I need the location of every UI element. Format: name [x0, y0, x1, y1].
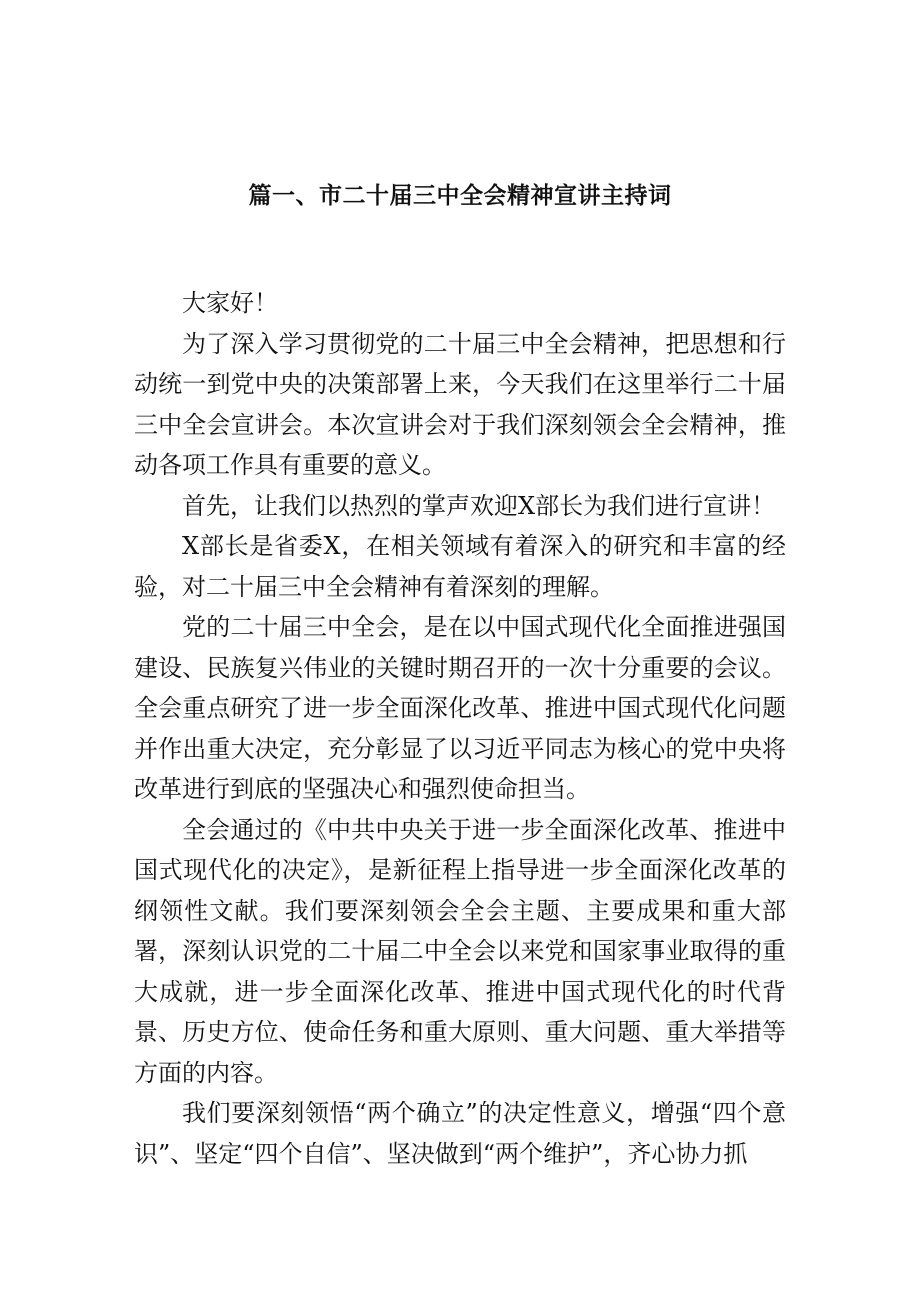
- paragraph-welcome: 首先，让我们以热烈的掌声欢迎X部长为我们进行宣讲！: [182, 491, 776, 520]
- paragraph-speaker-intro: X部长是省委X，在相关领域有着深入的研究和丰富的经验，对二十届三中全会精神有着深刻的理解。: [134, 532, 786, 601]
- paragraph-plenum-significance: 党的二十届三中全会，是在以中国式现代化全面推进强国建设、民族复兴伟业的关键时期召开的一次十分重要的会议。全会重点研究了进一步全面深化改革、推进中国式现代化问题并作出重大决定，充分彰显了以习近平同志为核心的党中央将改革进行到底的坚强决心和强烈使命担当。: [134, 613, 786, 803]
- document-title: 篇一、市二十届三中全会精神宣讲主持词: [248, 183, 672, 209]
- paragraph-purpose: 为了深入学习贯彻党的二十届三中全会精神，把思想和行动统一到党中央的决策部署上来，今天我们在这里举行二十届三中全会宣讲会。本次宣讲会对于我们深刻领会全会精神，推动各项工作具有重要的意义。: [134, 329, 786, 479]
- document-body: [134, 283, 786, 1174]
- paragraph-greeting: 大家好！: [182, 289, 278, 317]
- paragraph-decision-document: 全会通过的《中共中央关于进一步全面深化改革、推进中国式现代化的决定》，是新征程上指导进一步全面深化改革的纲领性文献。我们要深刻领会全会主题、主要成果和重大部署，深刻认识党的二十届二中全会以来党和国家事业取得的重大成就，进一步全面深化改革、推进中国式现代化的时代背景、历史方位、使命任务和重大原则、重大问题、重大举措等方面的内容。: [134, 815, 786, 1087]
- paragraph-two-establishments: 我们要深刻领悟“两个确立”的决定性意义，增强“四个意识”、坚定“四个自信”、坚决做到“两个维护”，齐心协力抓: [134, 1099, 786, 1168]
